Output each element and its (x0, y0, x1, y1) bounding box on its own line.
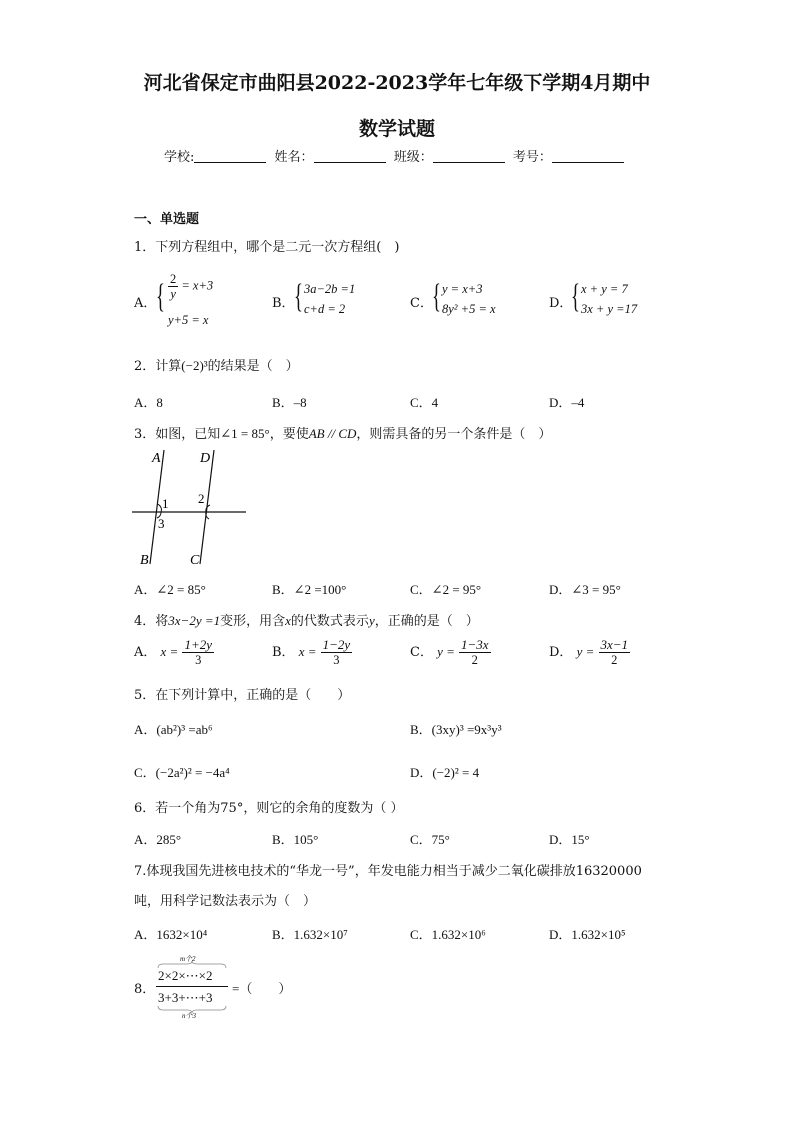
q1-d-brace: { (571, 278, 580, 315)
q4-b-lhs: x = (298, 644, 317, 659)
student-info (164, 146, 628, 165)
label-a: A (152, 451, 161, 466)
q8-top-note: m个2 (180, 955, 196, 963)
q5-option-b[interactable]: B．(3xy)³ =9x³y³ (410, 722, 502, 737)
q2-stem-post: 的结果是（ ） (207, 359, 299, 374)
q1-option-b-label[interactable]: B． (272, 296, 295, 311)
label-3: 3 (158, 516, 165, 531)
q1-a-line1: $\frac{2}{y}$ = x+3 (170, 272, 214, 301)
q4-stem-y: y (368, 613, 375, 628)
q2-option-b[interactable]: B．–8 (272, 395, 307, 410)
q1-stem: 1．下列方程组中，哪个是二元一次方程组( ) (134, 240, 400, 255)
q4-c-label: C． (410, 645, 433, 660)
page-subtitle: 数学试题 (358, 118, 435, 140)
q1-option-a-label[interactable]: A． (134, 296, 157, 311)
q4-stem-mid2: 的代数式表示 (290, 614, 369, 629)
q4-b-label: B． (272, 645, 295, 660)
q3-stem (134, 423, 551, 442)
q8-denominator: 3+3+⋯+3 (158, 990, 213, 1005)
q4-stem-mid: 变形，用含 (220, 614, 286, 629)
q6-option-d[interactable]: D．15° (549, 832, 590, 847)
q4-option-d[interactable] (549, 638, 630, 667)
q4-a-label: A． (134, 645, 157, 660)
q5-stem: 5．在下列计算中，正确的是（ ） (134, 688, 351, 703)
q5-option-d[interactable]: D．(−2)² = 4 (410, 765, 480, 780)
name-label: 姓名： (274, 150, 314, 165)
q4-stem-pre: 4．将 (134, 614, 169, 629)
number-label: 考号： (512, 150, 552, 165)
q7-option-c[interactable]: C．1.632×10⁶ (410, 927, 486, 942)
q8-answer-blank: =（ ） (232, 981, 292, 996)
q2-option-d[interactable]: D．–4 (549, 395, 585, 410)
q4-option-c[interactable] (410, 638, 491, 667)
q4-option-b[interactable] (272, 638, 352, 667)
q2-option-c[interactable]: C．4 (410, 395, 439, 410)
q4-d-lhs: y = (576, 644, 595, 659)
label-d: D (200, 451, 211, 466)
class-blank[interactable] (433, 150, 505, 163)
q8-label: 8． (134, 982, 156, 997)
class-label: 班级： (393, 150, 433, 165)
school-label: 学校: (164, 150, 195, 165)
q1-a-brace: { (156, 278, 165, 315)
q1-b-line1: 3a−2b =1 (304, 282, 356, 296)
q7-option-a[interactable]: A．1632×10⁴ (134, 927, 208, 942)
name-blank[interactable] (314, 150, 386, 163)
q6-option-b[interactable]: B．105° (272, 832, 319, 847)
q6-option-a[interactable]: A．285° (134, 832, 182, 847)
q4-stem (134, 610, 479, 629)
q3-stem-pre: 3．如图，已知 (134, 427, 221, 442)
q3-stem-post: ，则需具备的另一个条件是（ ） (356, 427, 552, 442)
q2-option-a[interactable]: A．8 (134, 395, 163, 410)
q4-option-a[interactable] (134, 638, 214, 667)
q6-stem: 6．若一个角为75°，则它的余角的度数为（ ） (134, 801, 404, 816)
q8-bottom-note: n个3 (182, 1012, 196, 1020)
q1-c-brace: { (432, 278, 441, 315)
q3-stem-angle: ∠1 = 85° (220, 426, 270, 441)
q3-option-a[interactable]: A．∠2 = 85° (134, 582, 206, 597)
q1-b-line2: c+d = 2 (304, 302, 346, 316)
q3-stem-parallel: AB // CD (308, 426, 357, 441)
q7-stem-line2: 吨，用科学记数法表示为（ ） (134, 894, 317, 909)
q1-a-line2: y+5 = x (168, 313, 209, 327)
page-title: 河北省保定市曲阳县2022-2023学年七年级下学期4月期中 (143, 72, 651, 94)
q8-numerator: 2×2×⋯×2 (158, 968, 213, 983)
q5-option-a[interactable]: A．(ab²)³ =ab⁶ (134, 722, 213, 737)
q5-option-c[interactable]: C．(−2a²)² = −4a⁴ (134, 765, 230, 780)
label-1: 1 (162, 496, 169, 511)
q7-option-d[interactable]: D．1.632×10⁵ (549, 927, 626, 942)
q4-stem-post: ，正确的是（ ） (374, 614, 479, 629)
q1-b-brace: { (294, 278, 303, 315)
section-heading: 一、单选题 (134, 212, 200, 227)
q6-option-c[interactable]: C．75° (410, 832, 450, 847)
q3-option-c[interactable]: C．∠2 = 95° (410, 582, 482, 597)
q4-stem-eq: 3x−2y =1 (168, 613, 221, 628)
q1-option-d-label[interactable]: D． (549, 296, 573, 311)
q3-option-b[interactable]: B．∠2 =100° (272, 582, 347, 597)
q1-d-line1: x + y = 7 (581, 282, 628, 296)
number-blank[interactable] (552, 150, 624, 163)
q7-stem-line1: 7.体现我国先进核电技术的“华龙一号”，年发电能力相当于减少二氧化碳排放16320000 (134, 864, 642, 879)
label-c: C (190, 553, 200, 568)
q4-stem-x: x (285, 613, 291, 628)
q4-c-lhs: y = (437, 644, 455, 659)
q4-a-lhs: x = (160, 644, 179, 659)
label-2: 2 (198, 491, 205, 506)
q3-stem-mid: ，要使 (269, 427, 309, 442)
label-b: B (140, 553, 149, 568)
q2-stem-pre: 2．计算 (134, 359, 182, 374)
q1-c-line1: y = x+3 (442, 282, 483, 296)
q1-c-line2: 8y² +5 = x (442, 302, 496, 316)
school-blank[interactable] (194, 150, 266, 163)
q1-d-line2: 3x + y =17 (581, 302, 638, 316)
q2-stem (134, 355, 299, 374)
q4-b-fraction: $\frac{1-2y}{3}$ (322, 637, 351, 667)
q7-option-b[interactable]: B．1.632×10⁷ (272, 927, 348, 942)
q1-option-c-label[interactable]: C． (410, 296, 433, 311)
q8-fraction-bar (156, 986, 228, 987)
q2-stem-expr: (−2)³ (181, 358, 208, 373)
q4-c-fraction: $\frac{1-3x}{2}$ (461, 637, 489, 667)
q4-d-label: D． (549, 645, 573, 660)
q3-option-d[interactable]: D．∠3 = 95° (549, 582, 621, 597)
q4-d-fraction: $\frac{3x-1}{2}$ (600, 637, 629, 667)
q4-a-fraction: $\frac{1+2y}{3}$ (184, 637, 213, 667)
q3-figure (130, 446, 250, 570)
